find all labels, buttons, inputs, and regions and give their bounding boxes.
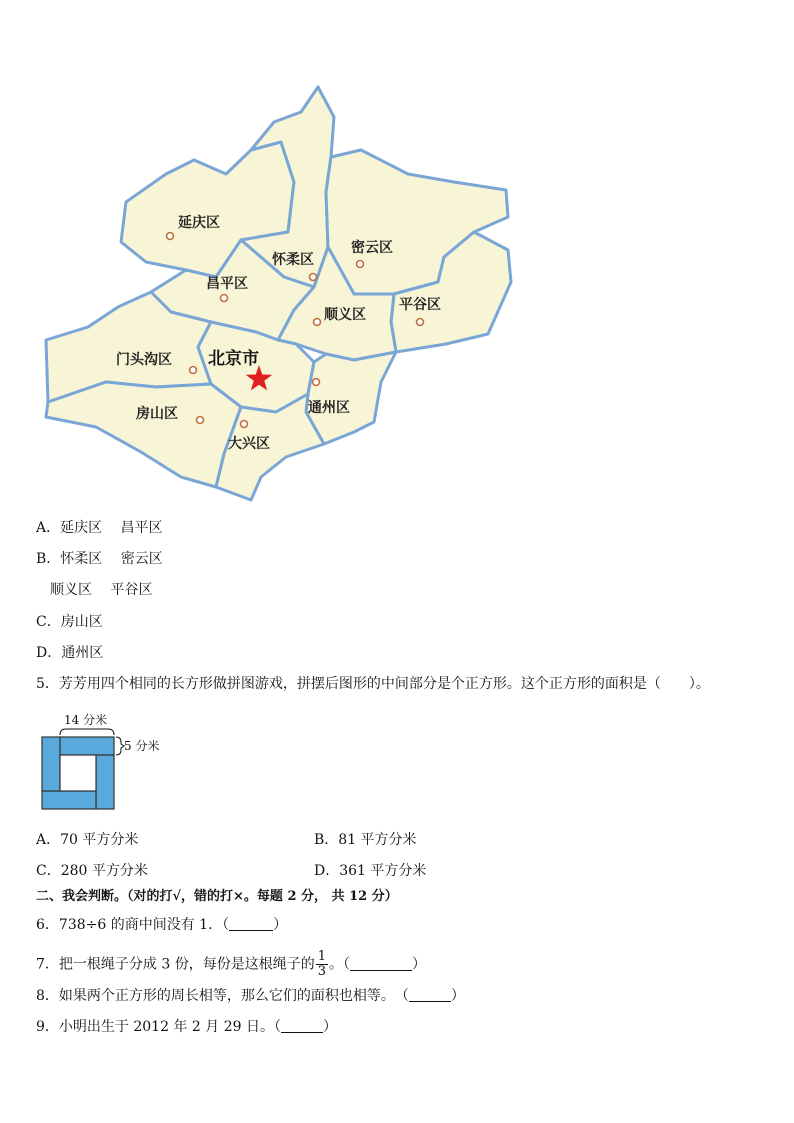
q8-line: 8．如果两个正方形的周长相等，那么它们的面积也相等。 （ ） <box>36 988 465 1004</box>
label-beijing-city: 北京市 <box>208 349 259 369</box>
q7-fraction: $\frac{1}{3}$ <box>317 949 326 979</box>
label-miyun: 密云区 <box>351 240 393 256</box>
q4-option-b: B．怀柔区 密云区 <box>36 551 163 567</box>
q5-option-d: D．361 平方分米 <box>314 863 427 879</box>
q8-answer-blank[interactable] <box>409 987 451 1002</box>
label-changping: 昌平区 <box>206 276 248 292</box>
label-yanqing: 延庆区 <box>178 215 220 231</box>
q5-rectangle-figure <box>36 710 176 814</box>
section2-title: 二、我会判断。（对的打√，错的打×。每题 2 分， 共 12 分） <box>36 889 398 904</box>
label-daxing: 大兴区 <box>228 436 270 452</box>
q6-answer-blank[interactable] <box>229 916 273 931</box>
region-tongzhou <box>306 352 396 444</box>
region-fangshan <box>46 382 241 487</box>
q7-line: 7．把一根绳子分成 3 份，每份是这根绳子的 $\frac{1}{3}$ 。（ ） <box>36 949 426 979</box>
label-tongzhou: 通州区 <box>308 400 350 416</box>
beijing-district-map <box>36 82 516 502</box>
label-pinggu: 平谷区 <box>399 297 441 313</box>
q5-option-b: B．81 平方分米 <box>314 832 417 848</box>
label-huairou: 怀柔区 <box>272 252 314 268</box>
q4-option-c: C．房山区 <box>36 614 103 630</box>
q5-stem: 5．芳芳用四个相同的长方形做拼图游戏，拼摆后图形的中间部分是个正方形。这个正方形的面积是（ ）。 <box>36 676 710 692</box>
label-mentougou: 门头沟区 <box>116 352 172 368</box>
label-shunyi: 顺义区 <box>324 307 366 323</box>
q5-option-a: A．70 平方分米 <box>36 832 139 848</box>
q9-answer-blank[interactable] <box>281 1018 323 1033</box>
q4-option-a: A．延庆区 昌平区 <box>36 520 163 536</box>
q9-line: 9．小明出生于 2012 年 2 月 29 日。（ ） <box>36 1019 337 1035</box>
label-fangshan: 房山区 <box>136 406 178 422</box>
q4-option-d: D．通州区 <box>36 645 104 661</box>
q5-option-c: C．280 平方分米 <box>36 863 148 879</box>
q4-option-b-continued: 顺义区 平谷区 <box>36 582 153 598</box>
q7-answer-blank[interactable] <box>350 956 412 971</box>
map-regions <box>46 87 511 500</box>
q6-line: 6．738÷6 的商中间没有 1．（ ） <box>36 917 288 933</box>
fig-side-label: 5 分米 <box>124 739 160 753</box>
fig-top-label: 14 分米 <box>64 713 108 727</box>
